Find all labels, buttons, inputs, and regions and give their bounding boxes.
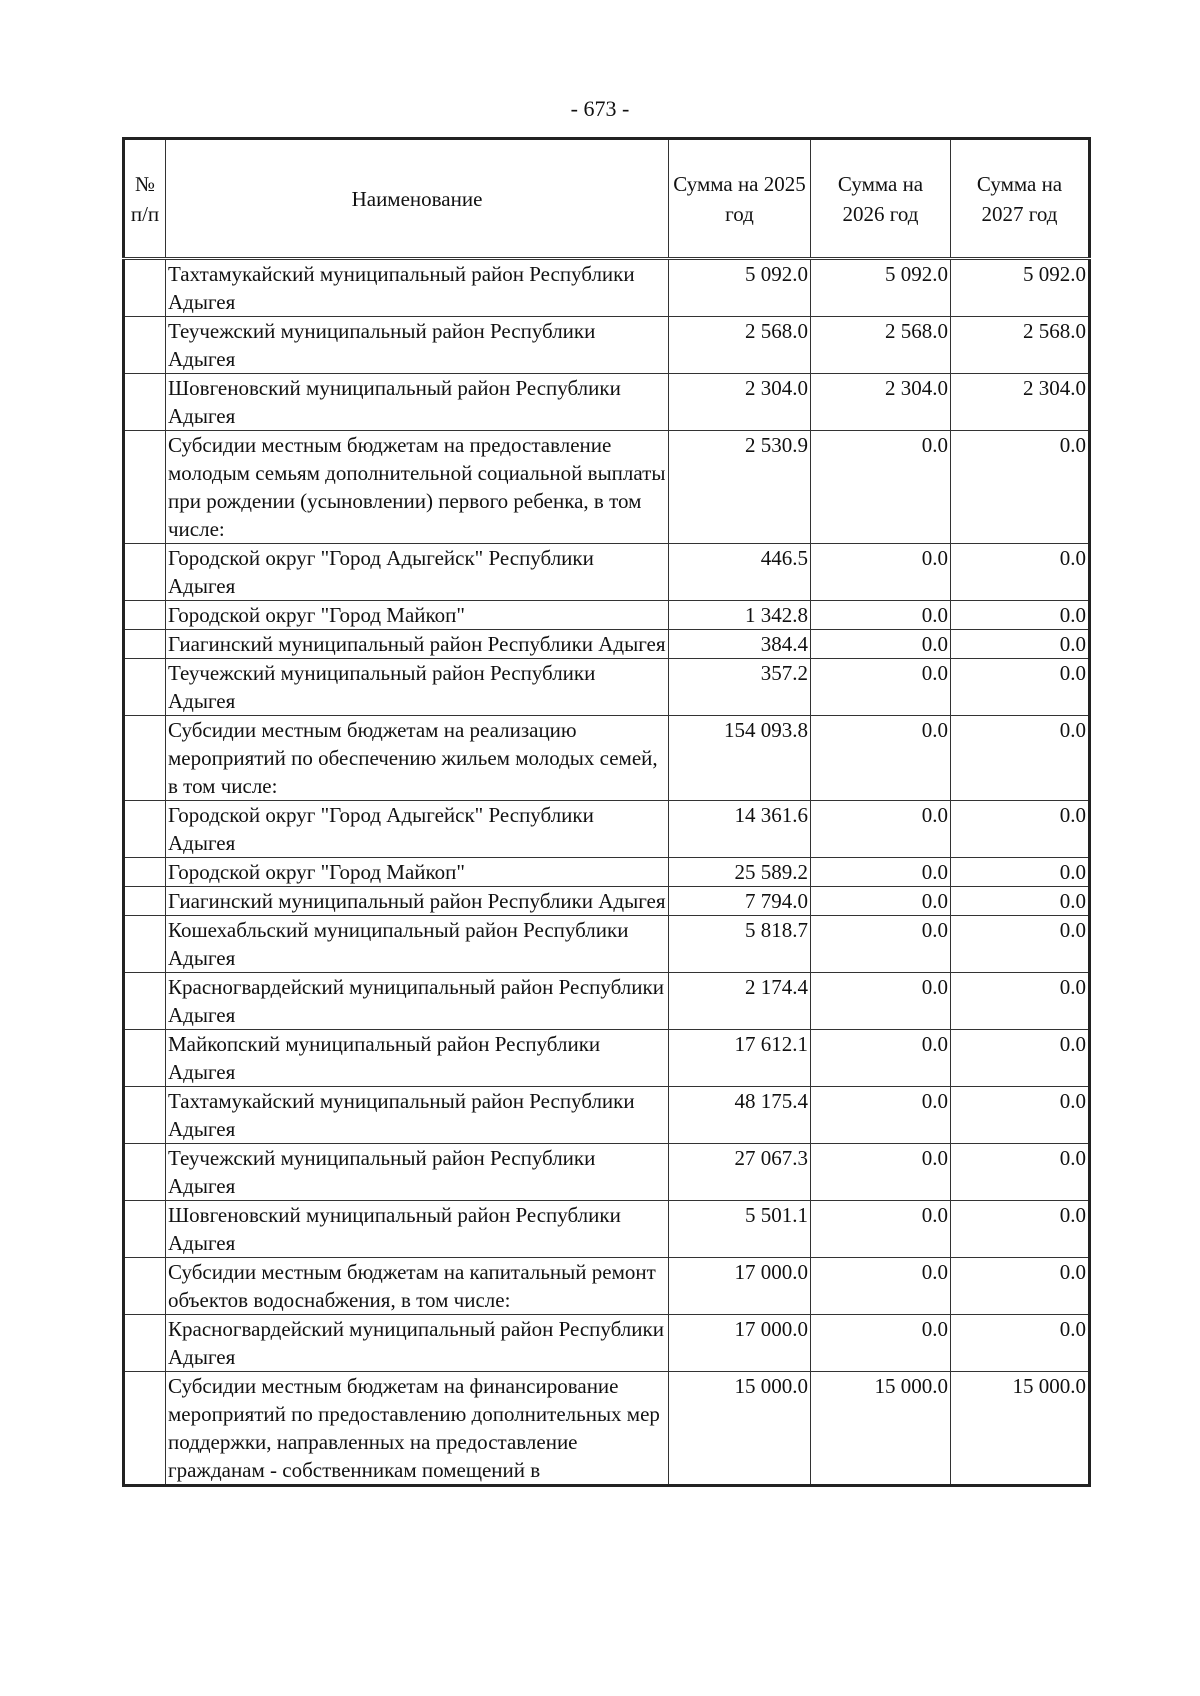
row-name-cell: Кошехабльский муниципальный район Республики Адыгея: [166, 916, 669, 973]
row-name-cell: Шовгеновский муниципальный район Республики Адыгея: [166, 1201, 669, 1258]
row-sum-2025-cell: 5 092.0: [669, 259, 811, 317]
row-sum-2025-cell: 2 568.0: [669, 317, 811, 374]
row-sum-2025-cell: 357.2: [669, 659, 811, 716]
row-number-cell: [124, 259, 166, 317]
row-sum-2026-cell: 0.0: [811, 544, 951, 601]
row-sum-2026-cell: 0.0: [811, 916, 951, 973]
row-sum-2025-cell: 48 175.4: [669, 1087, 811, 1144]
row-number-cell: [124, 1315, 166, 1372]
row-sum-2025-cell: 15 000.0: [669, 1372, 811, 1486]
row-sum-2026-cell: 0.0: [811, 801, 951, 858]
table-row: [124, 659, 1090, 716]
row-sum-2027-cell: 0.0: [951, 544, 1090, 601]
row-sum-2027-cell: 0.0: [951, 716, 1090, 801]
table-row: [124, 1258, 1090, 1315]
row-name-cell: Красногвардейский муниципальный район Республики Адыгея: [166, 973, 669, 1030]
row-sum-2026-cell: 15 000.0: [811, 1372, 951, 1486]
row-number-cell: [124, 973, 166, 1030]
row-name-cell: Теучежский муниципальный район Республики Адыгея: [166, 659, 669, 716]
row-sum-2026-cell: 0.0: [811, 716, 951, 801]
table-row: [124, 1030, 1090, 1087]
table-row: [124, 716, 1090, 801]
row-sum-2027-cell: 2 568.0: [951, 317, 1090, 374]
row-sum-2025-cell: 446.5: [669, 544, 811, 601]
header-sum-2025: Сумма на 2025 год: [669, 139, 811, 259]
row-number-cell: [124, 601, 166, 630]
row-sum-2027-cell: 0.0: [951, 973, 1090, 1030]
row-sum-2027-cell: 5 092.0: [951, 259, 1090, 317]
table-row: [124, 259, 1090, 317]
table-body: [124, 259, 1090, 1486]
row-name-cell: Городской округ "Город Адыгейск" Республики Адыгея: [166, 801, 669, 858]
table-row: [124, 601, 1090, 630]
row-number-cell: [124, 801, 166, 858]
table-row: [124, 630, 1090, 659]
row-sum-2025-cell: 5 501.1: [669, 1201, 811, 1258]
row-name-cell: Субсидии местным бюджетам на предоставление молодым семьям дополнительной социальной выплаты при рождении (усыновлении) первого ребенка, в том числе:: [166, 431, 669, 544]
row-number-cell: [124, 1030, 166, 1087]
row-name-cell: Гиагинский муниципальный район Республики Адыгея: [166, 630, 669, 659]
table-row: [124, 374, 1090, 431]
row-sum-2026-cell: 0.0: [811, 1258, 951, 1315]
row-sum-2027-cell: 15 000.0: [951, 1372, 1090, 1486]
row-number-cell: [124, 317, 166, 374]
row-sum-2027-cell: 2 304.0: [951, 374, 1090, 431]
row-sum-2026-cell: 0.0: [811, 1030, 951, 1087]
row-name-cell: Городской округ "Город Майкоп": [166, 858, 669, 887]
row-number-cell: [124, 630, 166, 659]
row-sum-2025-cell: 1 342.8: [669, 601, 811, 630]
row-name-cell: Теучежский муниципальный район Республики Адыгея: [166, 1144, 669, 1201]
row-number-cell: [124, 887, 166, 916]
row-sum-2025-cell: 2 174.4: [669, 973, 811, 1030]
table-row: [124, 431, 1090, 544]
row-number-cell: [124, 916, 166, 973]
row-sum-2027-cell: 0.0: [951, 1087, 1090, 1144]
header-row: [124, 139, 1090, 259]
row-name-cell: Городской округ "Город Майкоп": [166, 601, 669, 630]
row-sum-2026-cell: 0.0: [811, 431, 951, 544]
row-sum-2026-cell: 0.0: [811, 601, 951, 630]
row-sum-2025-cell: 154 093.8: [669, 716, 811, 801]
row-sum-2027-cell: 0.0: [951, 630, 1090, 659]
row-sum-2027-cell: 0.0: [951, 887, 1090, 916]
row-sum-2026-cell: 0.0: [811, 973, 951, 1030]
header-sum-2027: Сумма на 2027 год: [951, 139, 1090, 259]
row-sum-2025-cell: 7 794.0: [669, 887, 811, 916]
row-sum-2026-cell: 0.0: [811, 1201, 951, 1258]
row-sum-2026-cell: 2 568.0: [811, 317, 951, 374]
table-row: [124, 916, 1090, 973]
row-sum-2027-cell: 0.0: [951, 1315, 1090, 1372]
row-name-cell: Теучежский муниципальный район Республики Адыгея: [166, 317, 669, 374]
row-number-cell: [124, 544, 166, 601]
row-sum-2027-cell: 0.0: [951, 601, 1090, 630]
header-num: № п/п: [124, 139, 166, 259]
table-row: [124, 973, 1090, 1030]
row-name-cell: Гиагинский муниципальный район Республики Адыгея: [166, 887, 669, 916]
row-name-cell: Субсидии местным бюджетам на реализацию мероприятий по обеспечению жильем молодых семей, в том числе:: [166, 716, 669, 801]
table-row: [124, 1315, 1090, 1372]
row-name-cell: Тахтамукайский муниципальный район Республики Адыгея: [166, 259, 669, 317]
table-row: [124, 858, 1090, 887]
row-number-cell: [124, 1258, 166, 1315]
table-row: [124, 544, 1090, 601]
row-number-cell: [124, 1372, 166, 1486]
row-number-cell: [124, 431, 166, 544]
row-sum-2027-cell: 0.0: [951, 858, 1090, 887]
table-row: [124, 317, 1090, 374]
header-name: Наименование: [166, 139, 669, 259]
row-sum-2027-cell: 0.0: [951, 431, 1090, 544]
row-sum-2027-cell: 0.0: [951, 1201, 1090, 1258]
row-name-cell: Красногвардейский муниципальный район Республики Адыгея: [166, 1315, 669, 1372]
row-number-cell: [124, 374, 166, 431]
row-sum-2025-cell: 2 530.9: [669, 431, 811, 544]
row-sum-2026-cell: 0.0: [811, 887, 951, 916]
table-row: [124, 1372, 1090, 1486]
row-name-cell: Шовгеновский муниципальный район Республики Адыгея: [166, 374, 669, 431]
row-sum-2025-cell: 2 304.0: [669, 374, 811, 431]
row-number-cell: [124, 1201, 166, 1258]
row-sum-2027-cell: 0.0: [951, 1258, 1090, 1315]
row-sum-2026-cell: 2 304.0: [811, 374, 951, 431]
row-number-cell: [124, 716, 166, 801]
page-number: - 673 -: [570, 96, 630, 121]
row-sum-2027-cell: 0.0: [951, 801, 1090, 858]
row-sum-2025-cell: 14 361.6: [669, 801, 811, 858]
row-number-cell: [124, 1087, 166, 1144]
row-sum-2026-cell: 0.0: [811, 659, 951, 716]
row-number-cell: [124, 659, 166, 716]
row-sum-2025-cell: 384.4: [669, 630, 811, 659]
table-row: [124, 1144, 1090, 1201]
row-number-cell: [124, 1144, 166, 1201]
row-sum-2027-cell: 0.0: [951, 1030, 1090, 1087]
row-name-cell: Тахтамукайский муниципальный район Республики Адыгея: [166, 1087, 669, 1144]
table-row: [124, 801, 1090, 858]
row-sum-2026-cell: 0.0: [811, 1144, 951, 1201]
row-sum-2026-cell: 5 092.0: [811, 259, 951, 317]
row-sum-2025-cell: 17 000.0: [669, 1258, 811, 1315]
row-name-cell: Городской округ "Город Адыгейск" Республики Адыгея: [166, 544, 669, 601]
row-sum-2026-cell: 0.0: [811, 858, 951, 887]
table-row: [124, 887, 1090, 916]
row-sum-2025-cell: 25 589.2: [669, 858, 811, 887]
row-name-cell: Майкопский муниципальный район Республики Адыгея: [166, 1030, 669, 1087]
budget-table: [122, 137, 1091, 1487]
row-sum-2027-cell: 0.0: [951, 659, 1090, 716]
row-sum-2025-cell: 17 612.1: [669, 1030, 811, 1087]
row-sum-2027-cell: 0.0: [951, 916, 1090, 973]
row-name-cell: Субсидии местным бюджетам на финансирование мероприятий по предоставлению дополнительных мер поддержки, направленных на предоставление гражданам - собственникам помещений в: [166, 1372, 669, 1486]
table-row: [124, 1087, 1090, 1144]
row-sum-2026-cell: 0.0: [811, 1315, 951, 1372]
row-sum-2026-cell: 0.0: [811, 1087, 951, 1144]
table-header: [124, 139, 1090, 259]
row-sum-2025-cell: 27 067.3: [669, 1144, 811, 1201]
row-sum-2025-cell: 5 818.7: [669, 916, 811, 973]
table-row: [124, 1201, 1090, 1258]
row-sum-2025-cell: 17 000.0: [669, 1315, 811, 1372]
row-number-cell: [124, 858, 166, 887]
row-sum-2027-cell: 0.0: [951, 1144, 1090, 1201]
header-sum-2026: Сумма на 2026 год: [811, 139, 951, 259]
row-sum-2026-cell: 0.0: [811, 630, 951, 659]
row-name-cell: Субсидии местным бюджетам на капитальный ремонт объектов водоснабжения, в том числе:: [166, 1258, 669, 1315]
